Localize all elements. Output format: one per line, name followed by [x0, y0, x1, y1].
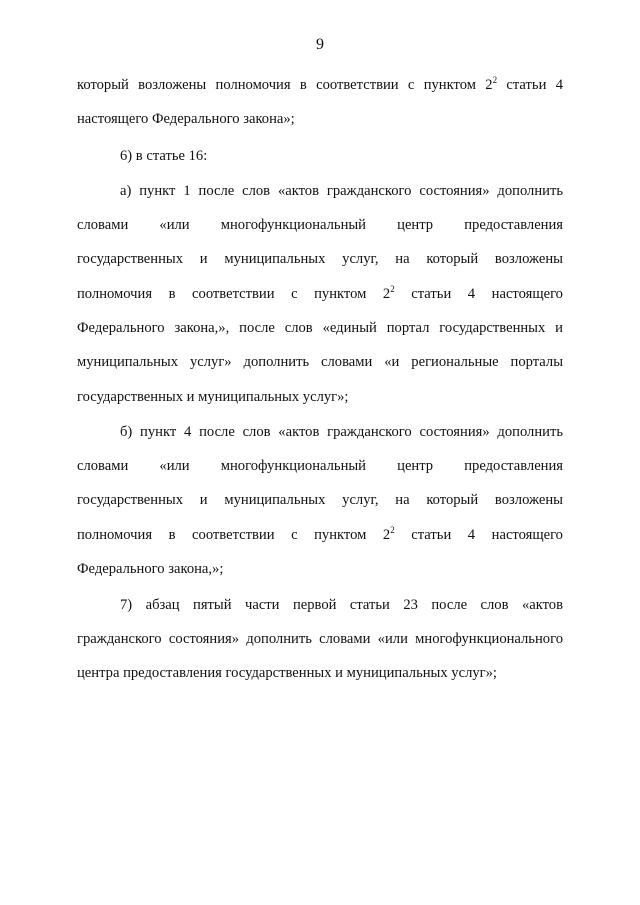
text-line-5: словами «или многофункциональный центр предоставления [77, 217, 563, 233]
text-line-16: 7) абзац пятый части первой статьи 23 после слов «актов [120, 597, 563, 613]
text-line-14: полномочия в соответствии с пунктом $2^2$ статьи 4 настоящего [77, 525, 563, 543]
page-number: 9 [316, 36, 324, 53]
text-line-7: полномочия в соответствии с пунктом $2^2$ статьи 4 настоящего [77, 284, 563, 302]
text-line-13: государственных и муниципальных услуг, на который возложены [77, 492, 563, 508]
text-line-11: б) пункт 4 после слов «актов гражданского состояния» дополнить [120, 424, 563, 440]
text-line-1: который возложены полномочия в соответствии с пунктом $2^2$ статьи 4 [77, 75, 563, 93]
item-6-heading: 6) в статье 16: [120, 148, 208, 164]
text-line-10: государственных и муниципальных услуг»; [77, 389, 349, 405]
text-line-6: государственных и муниципальных услуг, на который возложены [77, 251, 563, 267]
text-line-18: центра предоставления государственных и муниципальных услуг»; [77, 665, 497, 681]
text-line-4: а) пункт 1 после слов «актов гражданского состояния» дополнить [120, 183, 563, 199]
text-line-17: гражданского состояния» дополнить словами «или многофункционального [77, 631, 563, 647]
text-line-8: Федерального закона,», после слов «единый портал государственных и [77, 320, 563, 336]
text-line-15: Федерального закона,»; [77, 561, 224, 577]
text-line-9: муниципальных услуг» дополнить словами «и региональные порталы [77, 354, 563, 370]
text-line-2: настоящего Федерального закона»; [77, 111, 295, 127]
text-line-12: словами «или многофункциональный центр предоставления [77, 458, 563, 474]
